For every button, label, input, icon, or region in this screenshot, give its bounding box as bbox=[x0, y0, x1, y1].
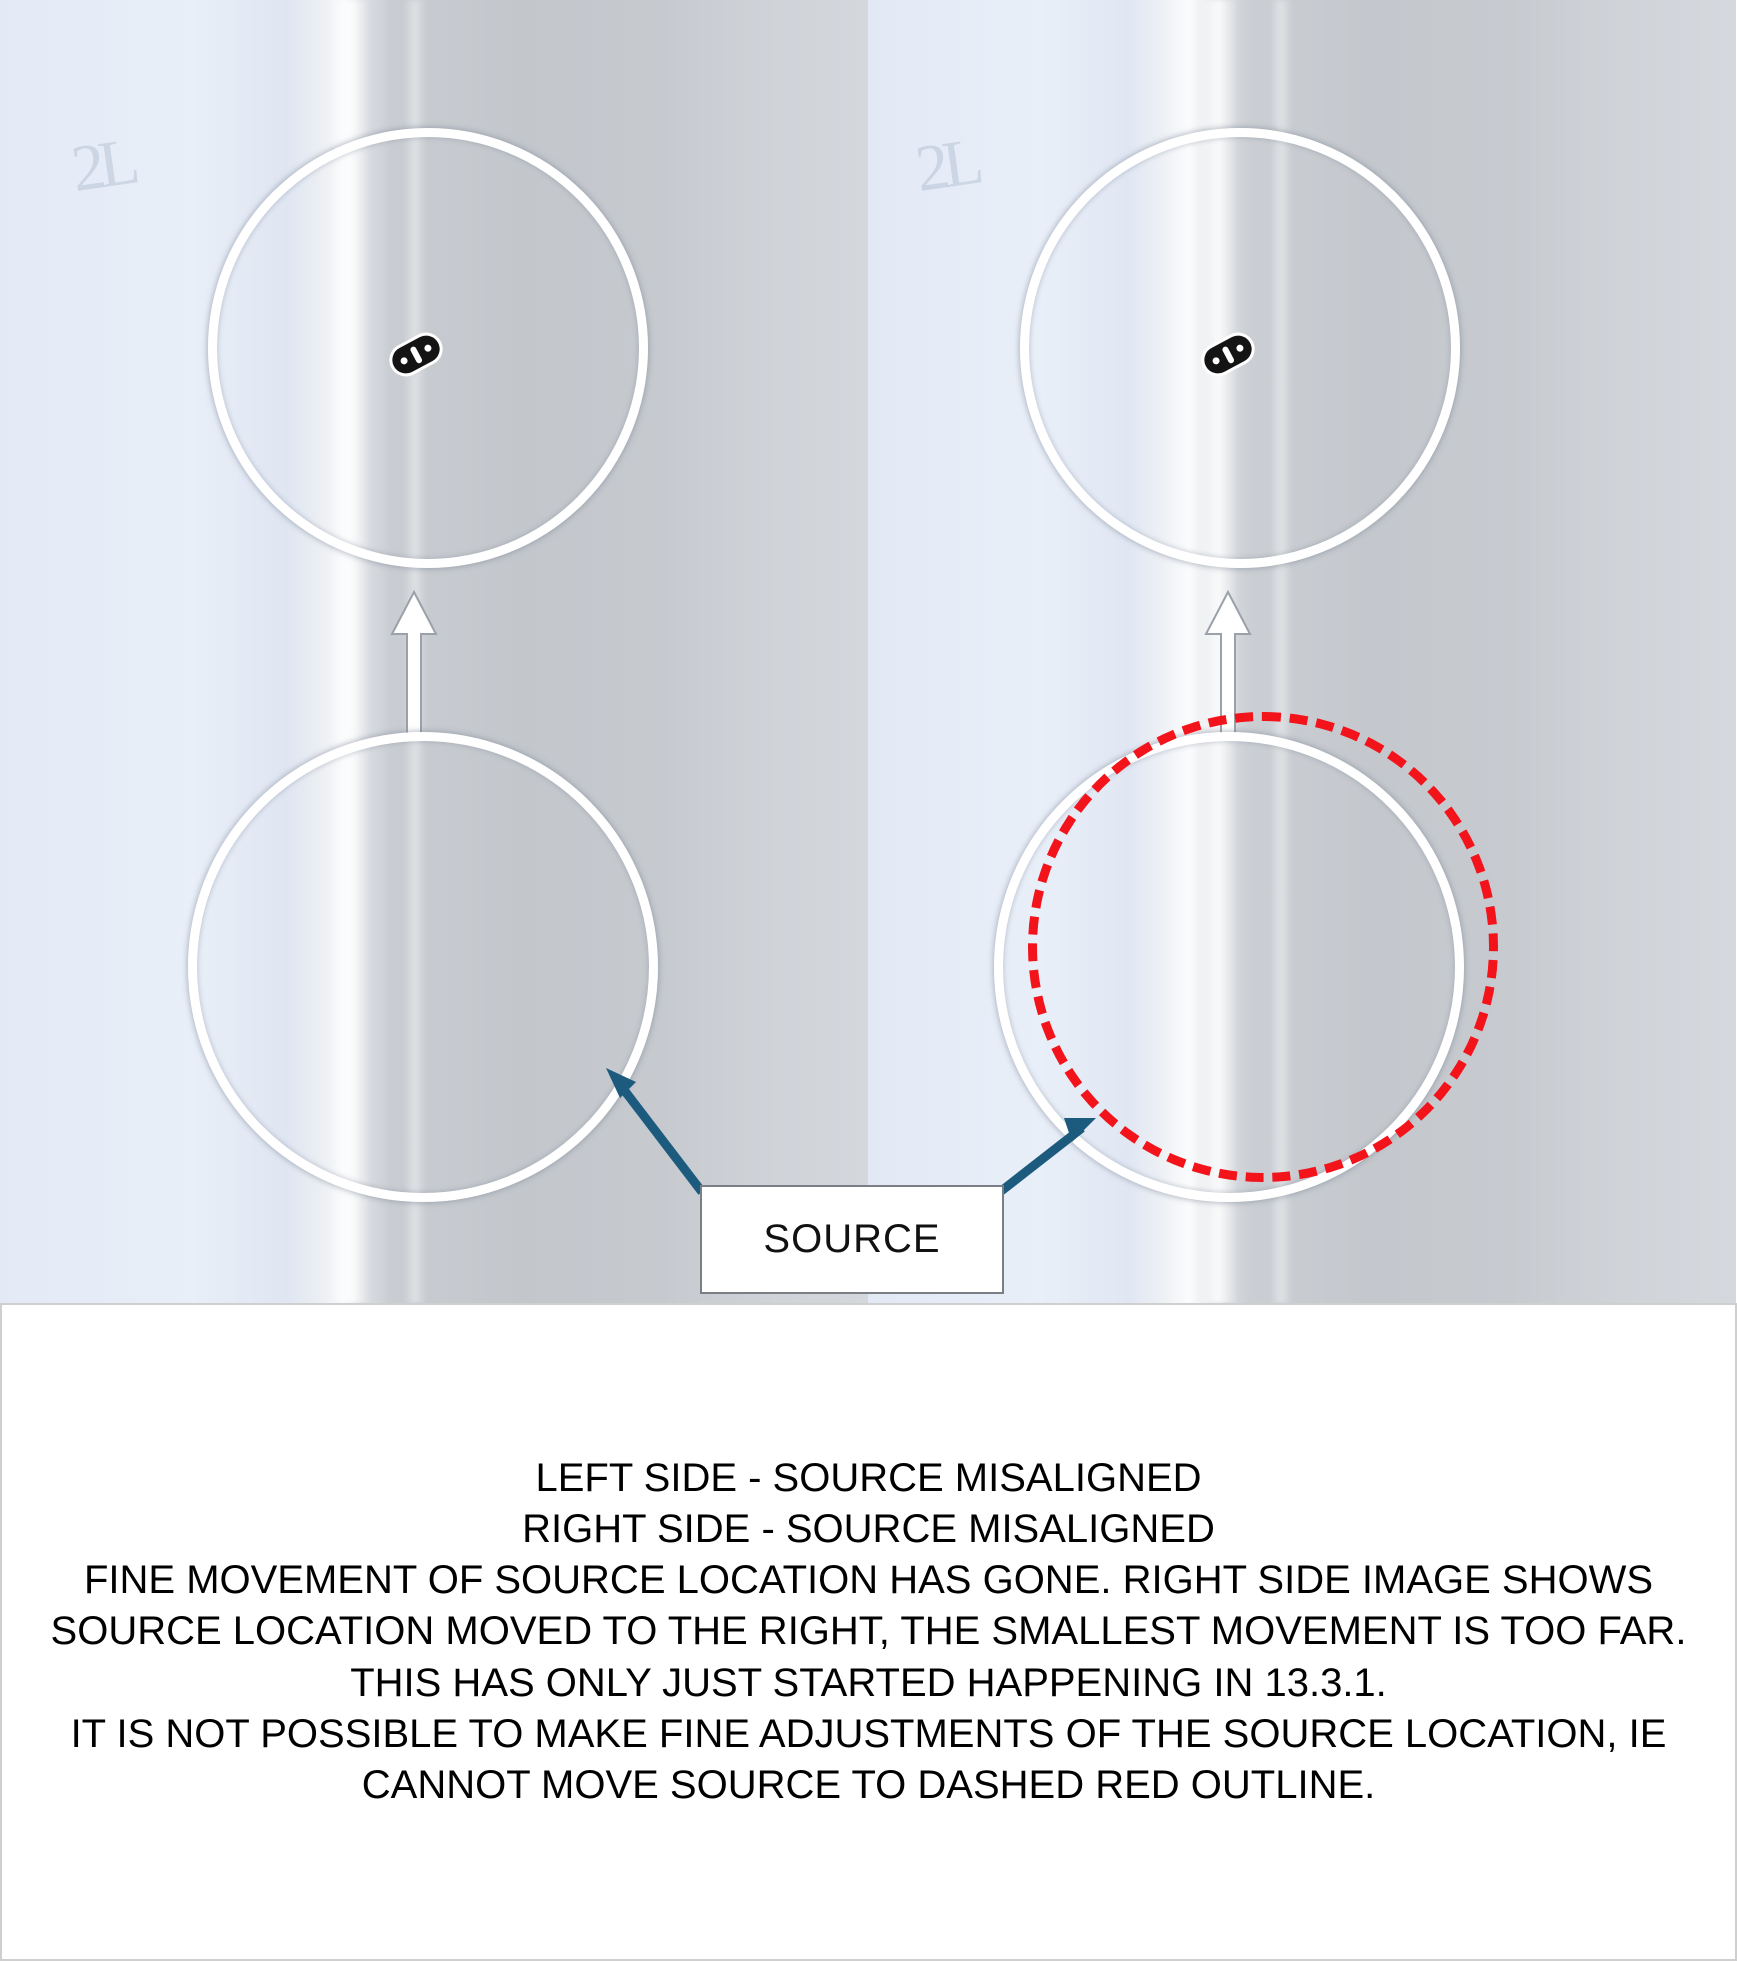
caption-line-2: RIGHT SIDE - SOURCE MISALIGNED bbox=[522, 1507, 1215, 1552]
caption-panel bbox=[0, 1303, 1737, 1961]
caption-line-4: IT IS NOT POSSIBLE TO MAKE FINE ADJUSTMENTS OF THE SOURCE LOCATION, IE CANNOT MOVE SOURCE TO DASHED RED OUTLINE. bbox=[70, 1711, 1667, 1807]
source-callout-label: SOURCE bbox=[763, 1217, 941, 1261]
left-ghost-mark: 2L bbox=[67, 125, 139, 206]
caption-line-1: LEFT SIDE - SOURCE MISALIGNED bbox=[535, 1455, 1202, 1500]
caption-text-block bbox=[42, 1453, 1695, 1811]
source-callout-box bbox=[700, 1185, 1004, 1294]
right-ghost-mark: 2L bbox=[911, 125, 983, 206]
caption-line-3: FINE MOVEMENT OF SOURCE LOCATION HAS GONE. RIGHT SIDE IMAGE SHOWS SOURCE LOCATION MOVED TO THE RIGHT, THE SMALLEST MOVEMENT IS TOO FAR. THIS HAS ONLY JUST STARTED HAPPENING IN 13.3.1. bbox=[50, 1558, 1687, 1705]
